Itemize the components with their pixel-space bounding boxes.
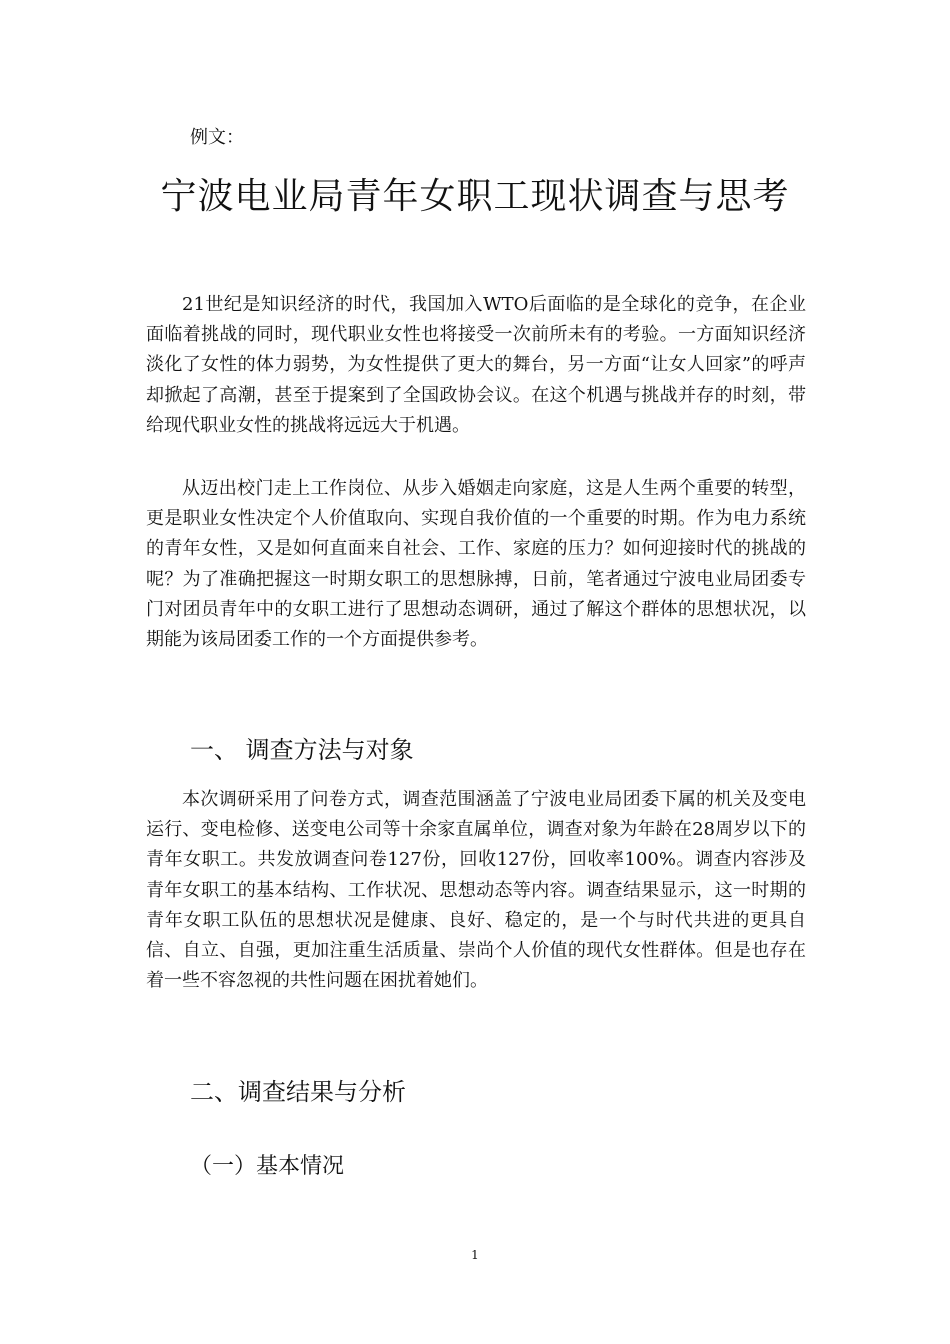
section-heading-methods: 一、 调查方法与对象 [190,736,414,764]
subsection-heading-basic: （一）基本情况 [190,1154,345,1179]
document-title: 宁波电业局青年女职工现状调查与思考 [160,176,790,217]
intro-paragraph-2: 从迈出校门走上工作岗位、从步入婚姻走向家庭，这是人生两个重要的转型，更是职业女性决定个人价值取向、实现自我价值的一个重要的时期。作为电力系统的青年女性，又是如何直面来自社会、工作、家庭的压力？如何迎接时代的挑战的呢？为了准确把握这一时期女职工的思想脉搏，日前，笔者通过宁波电业局团委专门对团员青年中的女职工进行了思想动态调研，通过了解这个群体的思想状况，以期能为该局团委工作的一个方面提供参考。 [146,478,806,651]
methods-paragraph: 本次调研采用了问卷方式，调查范围涵盖了宁波电业局团委下属的机关及变电运行、变电检修、送变电公司等十余家直属单位，调查对象为年龄在28周岁以下的青年女职工。共发放调查问卷127份，回收127份，回收率100%。调查内容涉及青年女职工的基本结构、工作状况、思想动态等内容。调查结果显示，这一时期的青年女职工队伍的思想状况是健康、良好、稳定的，是一个与时代共进的更具自信、自立、自强，更加注重生活质量、崇尚个人价值的现代女性群体。但是也存在着一些不容忽视的共性问题在困扰着她们。 [146,789,806,992]
intro-paragraph-1: 21世纪是知识经济的时代，我国加入WTO后面临的是全球化的竞争，在企业面临着挑战的同时，现代职业女性也将接受一次前所未有的考验。一方面知识经济淡化了女性的体力弱势，为女性提供了更大的舞台，另一方面“让女人回家”的呼声却掀起了高潮，甚至于提案到了全国政协会议。在这个机遇与挑战并存的时刻，带给现代职业女性的挑战将远远大于机遇。 [146,294,806,436]
section-heading-results: 二、调查结果与分析 [190,1078,406,1106]
example-label: 例文： [190,127,244,148]
page-number: 1 [471,1248,479,1262]
